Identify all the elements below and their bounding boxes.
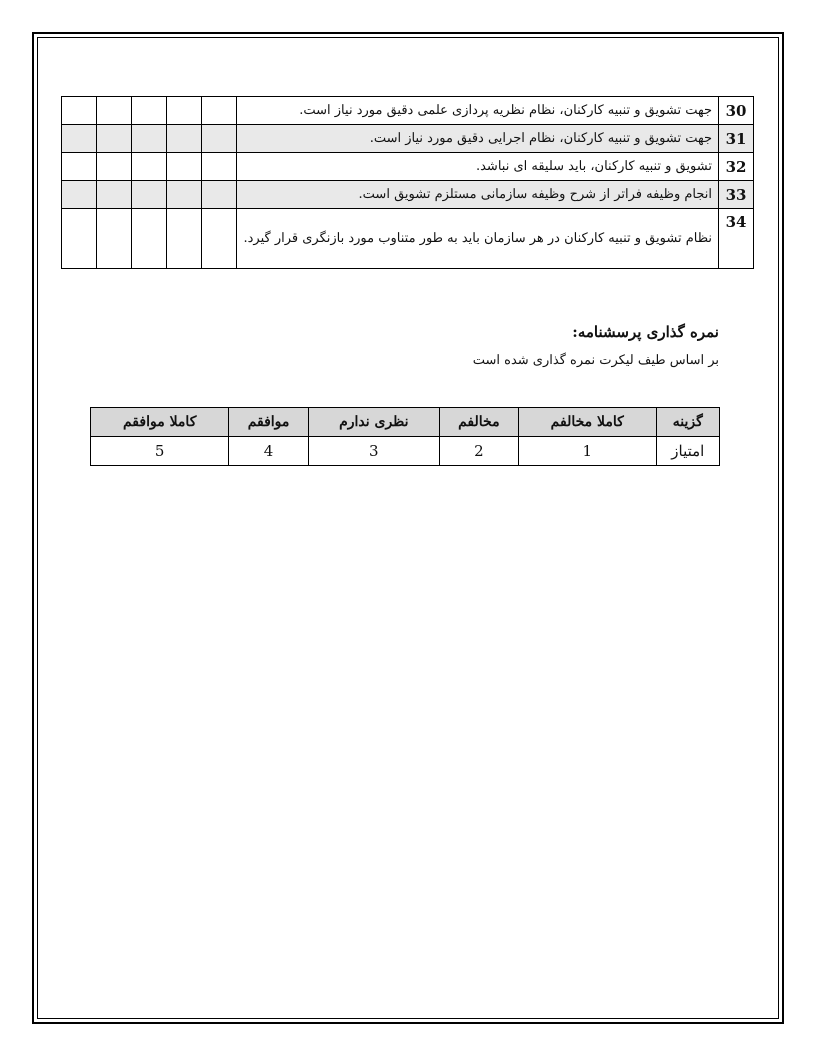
table-row	[62, 153, 754, 181]
answer-cell[interactable]	[62, 209, 97, 269]
answer-cell[interactable]	[167, 97, 202, 125]
answer-cell[interactable]	[62, 97, 97, 125]
answer-cell[interactable]	[167, 181, 202, 209]
question-text: نظام تشویق و تنبیه کارکنان در هر سازمان باید به طور متناوب مورد بازنگری قرار گیرد.	[237, 209, 719, 269]
answer-cell[interactable]	[97, 125, 132, 153]
question-text: تشویق و تنبیه کارکنان، باید سلیقه ای نباشد.	[237, 153, 719, 181]
score-value: 3	[308, 437, 439, 466]
question-number: 33	[719, 181, 754, 209]
scoring-values-row	[91, 437, 720, 466]
table-row	[62, 97, 754, 125]
score-value: 5	[91, 437, 229, 466]
answer-cell[interactable]	[97, 153, 132, 181]
header-option: گزینه	[656, 408, 719, 437]
question-text: جهت تشویق و تنبیه کارکنان، نظام نظریه پردازی علمی دقیق مورد نیاز است.	[237, 97, 719, 125]
scoring-title: نمره گذاری پرسشنامه:	[572, 323, 719, 341]
answer-cell[interactable]	[202, 181, 237, 209]
question-number: 30	[719, 97, 754, 125]
answer-cell[interactable]	[62, 125, 97, 153]
scoring-table	[90, 407, 720, 466]
question-number: 31	[719, 125, 754, 153]
answer-cell[interactable]	[167, 209, 202, 269]
answer-cell[interactable]	[132, 181, 167, 209]
table-row	[62, 125, 754, 153]
answer-cell[interactable]	[132, 97, 167, 125]
score-row-label: امتیاز	[656, 437, 719, 466]
answer-cell[interactable]	[202, 209, 237, 269]
answer-cell[interactable]	[97, 209, 132, 269]
score-value: 2	[439, 437, 518, 466]
score-value: 1	[518, 437, 656, 466]
header-agree: موافقم	[229, 408, 308, 437]
answer-cell[interactable]	[132, 125, 167, 153]
question-number: 32	[719, 153, 754, 181]
answer-cell[interactable]	[167, 125, 202, 153]
table-row	[62, 181, 754, 209]
answer-cell[interactable]	[62, 181, 97, 209]
scoring-header-row	[91, 408, 720, 437]
answer-cell[interactable]	[202, 153, 237, 181]
question-text: انجام وظیفه فراتر از شرح وظیفه سازمانی مستلزم تشویق است.	[237, 181, 719, 209]
scoring-description: بر اساس طیف لیکرت نمره گذاری شده است	[472, 353, 719, 368]
question-number: 34	[719, 209, 754, 269]
score-value: 4	[229, 437, 308, 466]
header-neutral: نظری ندارم	[308, 408, 439, 437]
header-disagree: مخالفم	[439, 408, 518, 437]
answer-cell[interactable]	[62, 153, 97, 181]
answer-cell[interactable]	[132, 209, 167, 269]
answer-cell[interactable]	[202, 97, 237, 125]
answer-cell[interactable]	[132, 153, 167, 181]
table-row	[62, 209, 754, 269]
answer-cell[interactable]	[97, 97, 132, 125]
questionnaire-table	[61, 96, 754, 269]
header-strongly-disagree: کاملا مخالفم	[518, 408, 656, 437]
question-text: جهت تشویق و تنبیه کارکنان، نظام اجرایی دقیق مورد نیاز است.	[237, 125, 719, 153]
header-strongly-agree: کاملا موافقم	[91, 408, 229, 437]
answer-cell[interactable]	[167, 153, 202, 181]
answer-cell[interactable]	[97, 181, 132, 209]
answer-cell[interactable]	[202, 125, 237, 153]
